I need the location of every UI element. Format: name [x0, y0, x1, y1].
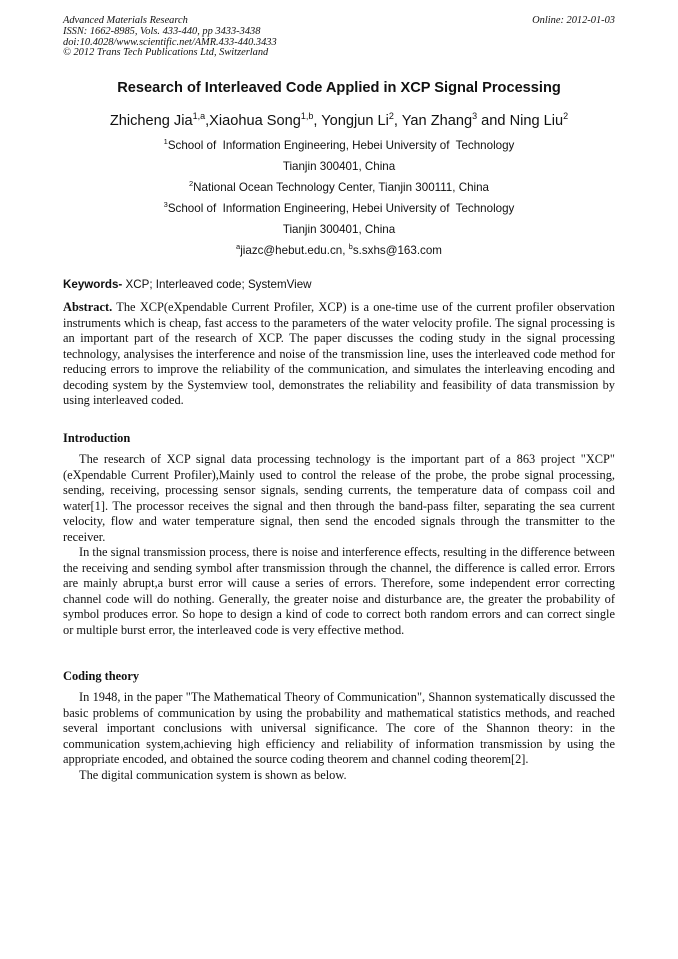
author-name: Yongjun Li	[321, 113, 389, 129]
author-name: Xiaohua Song	[209, 113, 301, 129]
coding-theory-paragraph-2: The digital communication system is shown as below.	[79, 767, 347, 782]
doi-line: doi:10.4028/www.scientific.net/AMR.433-440.3433	[63, 36, 277, 48]
keywords	[63, 278, 615, 291]
introduction-paragraph-2: In the signal transmission process, there is noise and interference effects, resulting in the difference between the receiving and sending symbol after transmission through the channel, the difference is called error. Errors are mainly abrupt,a burst error will cause a series of errors. Therefore, some independent error correcting channel code will do nothing. Generally, the greater noise and disturbance are, the greater the probability of symbol produces error. So hope to design a kind of code to correct both random errors and can correct single or multiple burst error, the interleaved code is very effective method.	[63, 545, 615, 637]
affiliation-text: School of Information Engineering, Hebei University of Technology	[167, 202, 515, 215]
author-affiliation-mark: 1,b	[300, 111, 314, 121]
author-list	[40, 113, 638, 129]
author-affiliation-mark: 2	[563, 111, 569, 121]
author-affiliation-mark: 3	[472, 111, 478, 121]
email-b: s.sxhs@163.com	[352, 244, 442, 257]
introduction-heading: Introduction	[63, 431, 131, 445]
issn-line: ISSN: 1662-8985, Vols. 433-440, pp 3433-3438	[63, 25, 261, 37]
online-date: Online: 2012-01-03	[532, 15, 615, 26]
author-name: Yan Zhang	[401, 113, 473, 129]
email-a: jiazc@hebut.edu.cn,	[240, 244, 349, 257]
journal-name: Advanced Materials Research	[63, 15, 188, 26]
affiliation-2-line-1	[40, 181, 638, 194]
affiliation-1-line-1	[40, 139, 638, 152]
journal-header	[63, 16, 615, 59]
author-separator: ,	[205, 113, 210, 129]
keywords-text: XCP; Interleaved code; SystemView	[122, 278, 312, 291]
author-name: Ning Liu	[509, 113, 564, 129]
introduction-section	[63, 452, 615, 638]
paper-title: Research of Interleaved Code Applied in XCP Signal Processing	[117, 80, 561, 96]
coding-theory-section	[63, 690, 615, 783]
affiliation-3-line-2: Tianjin 300401, China	[282, 223, 396, 236]
introduction-paragraph-1: The research of XCP signal data processing technology is the important part of a 863 project "XCP" (eXpendable Current Profiler),Mainly used to control the release of the probe, the probe signal processing, sending, receiving, processing sensor signals, sending currents, the temperature data of compass coil and water[1]. The processor receives the signal and then through the band-pass filter, separating the sea current velocity, flow and water temperature signal, then send the encoded signals through the transmitter to the receiver.	[63, 452, 615, 544]
affiliation-1-line-2: Tianjin 300401, China	[282, 160, 396, 173]
affiliation-text: School of Information Engineering, Hebei University of Technology	[167, 139, 515, 152]
affiliation-text: National Ocean Technology Center, Tianjin 300111, China	[193, 181, 489, 194]
author-name: Zhicheng Jia	[109, 113, 193, 129]
affiliation-3-line-1	[40, 202, 638, 215]
author-separator: and	[477, 113, 510, 129]
affiliation-number: 3	[163, 200, 168, 209]
affiliation-number: 2	[188, 179, 194, 188]
affiliation-number: 1	[163, 137, 168, 146]
email-mark-a: a	[236, 242, 241, 251]
abstract	[63, 300, 615, 409]
author-separator: ,	[393, 113, 402, 129]
copyright-line: © 2012 Trans Tech Publications Ltd, Switzerland	[63, 47, 269, 59]
author-separator: ,	[313, 113, 322, 129]
keywords-label: Keywords-	[63, 278, 123, 291]
abstract-text: The XCP(eXpendable Current Profiler, XCP) is a one-time use of the current profiler observation instruments which is cheap, fast access to the parameters of the water velocity profile. The signal processing is an important part of the research of XCP. The paper discusses the coding study in the signal processing technology, analysises the interference and noise of the transmission line, uses the interleaved code method for reducing errors to improve the reliability of the communication, and simulates the interleaving encoding and decoding system by the Systemview tool, demonstrates the reliability and feasibility of data transmission by using interleaved coded.	[63, 300, 615, 407]
coding-theory-heading: Coding theory	[63, 669, 140, 683]
abstract-label: Abstract.	[63, 300, 113, 314]
email-line	[40, 244, 638, 257]
email-mark-b: b	[348, 242, 353, 251]
author-affiliation-mark: 2	[388, 111, 394, 121]
coding-theory-paragraph-1: In 1948, in the paper "The Mathematical Theory of Communication", Shannon systematically discussed the basic problems of communication by using the probability and mathematical statistics methods, and reached several important conclusions with universal significance. The core of the Shannon theory: in the communication system,achieving high efficiency and reliability of information transmission by using the appropriate encoded, and obtained the source coding theorem and channel coding theorem[2].	[63, 690, 615, 766]
author-affiliation-mark: 1,a	[192, 111, 206, 121]
